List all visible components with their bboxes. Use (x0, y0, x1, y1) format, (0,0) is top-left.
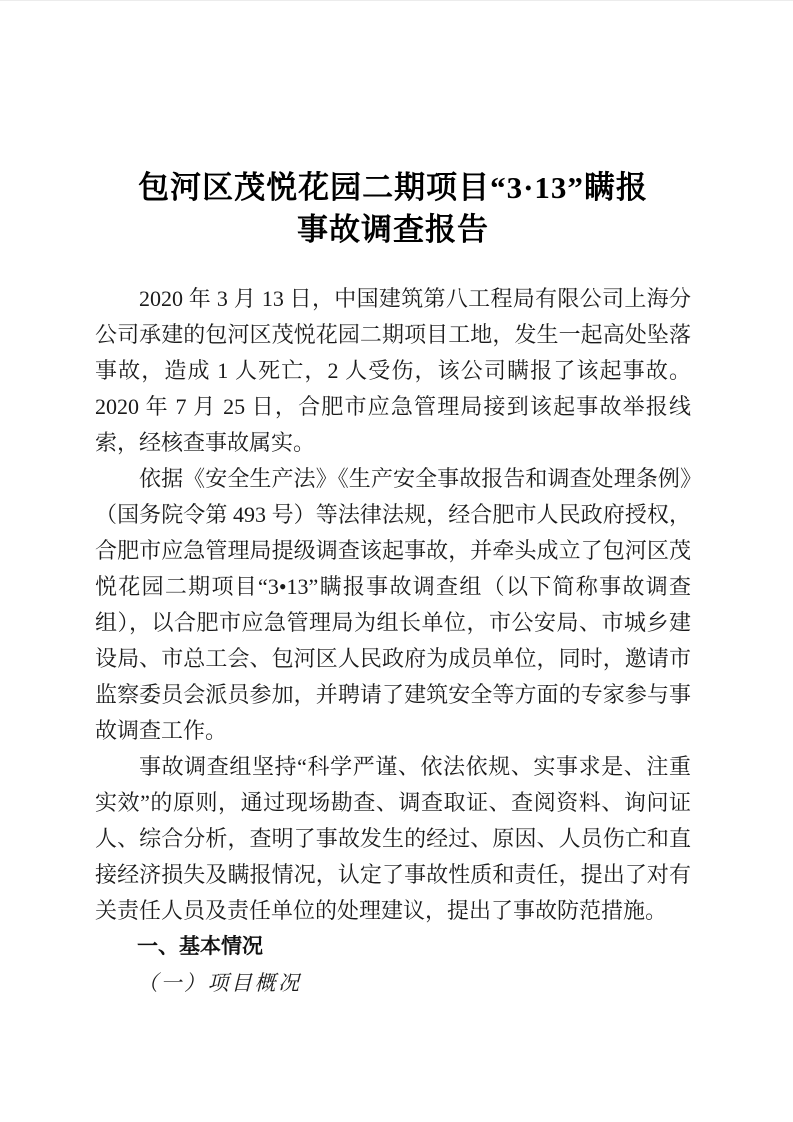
paragraph-investigation-team: 依据《安全生产法》《生产安全事故报告和调查处理条例》（国务院令第 493 号）等法律法规，经合肥市人民政府授权，合肥市应急管理局提级调查该起事故，并牵头成立了包河区茂悦花园二期项目“3•13”瞒报事故调查组（以下简称事故调查组），以合肥市应急管理局为组长单位，市公安局、市城乡建设局、市总工会、包河区人民政府为成员单位，同时，邀请市监察委员会派员参加，并聘请了建筑安全等方面的专家参与事故调查工作。 (95, 466, 691, 743)
subsection-heading-project-overview: （一）项目概况 (137, 971, 302, 995)
document-title (95, 167, 691, 251)
paragraph-accident-summary: 2020 年 3 月 13 日，中国建筑第八工程局有限公司上海分公司承建的包河区茂悦花园二期项目工地，发生一起高处坠落事故，造成 1 人死亡，2 人受伤，该公司瞒报了该起事故。2020 年 7 月 25 日，合肥市应急管理局接到该起事故举报线索，经核查事故属实。 (95, 286, 691, 455)
document-title-line2: 事故调查报告 (297, 212, 489, 247)
section-heading-basic-info: 一、基本情况 (137, 935, 263, 958)
document-title-line1: 包河区茂悦花园二期项目“3·13”瞒报 (138, 170, 648, 205)
paragraph-investigation-principles: 事故调查组坚持“科学严谨、依法依规、实事求是、注重实效”的原则，通过现场勘查、调查取证、查阅资料、询问证人、综合分析，查明了事故发生的经过、原因、人员伤亡和直接经济损失及瞒报情况，认定了事故性质和责任，提出了对有关责任人员及责任单位的处理建议，提出了事故防范措施。 (95, 754, 691, 923)
document-content (95, 167, 691, 1001)
